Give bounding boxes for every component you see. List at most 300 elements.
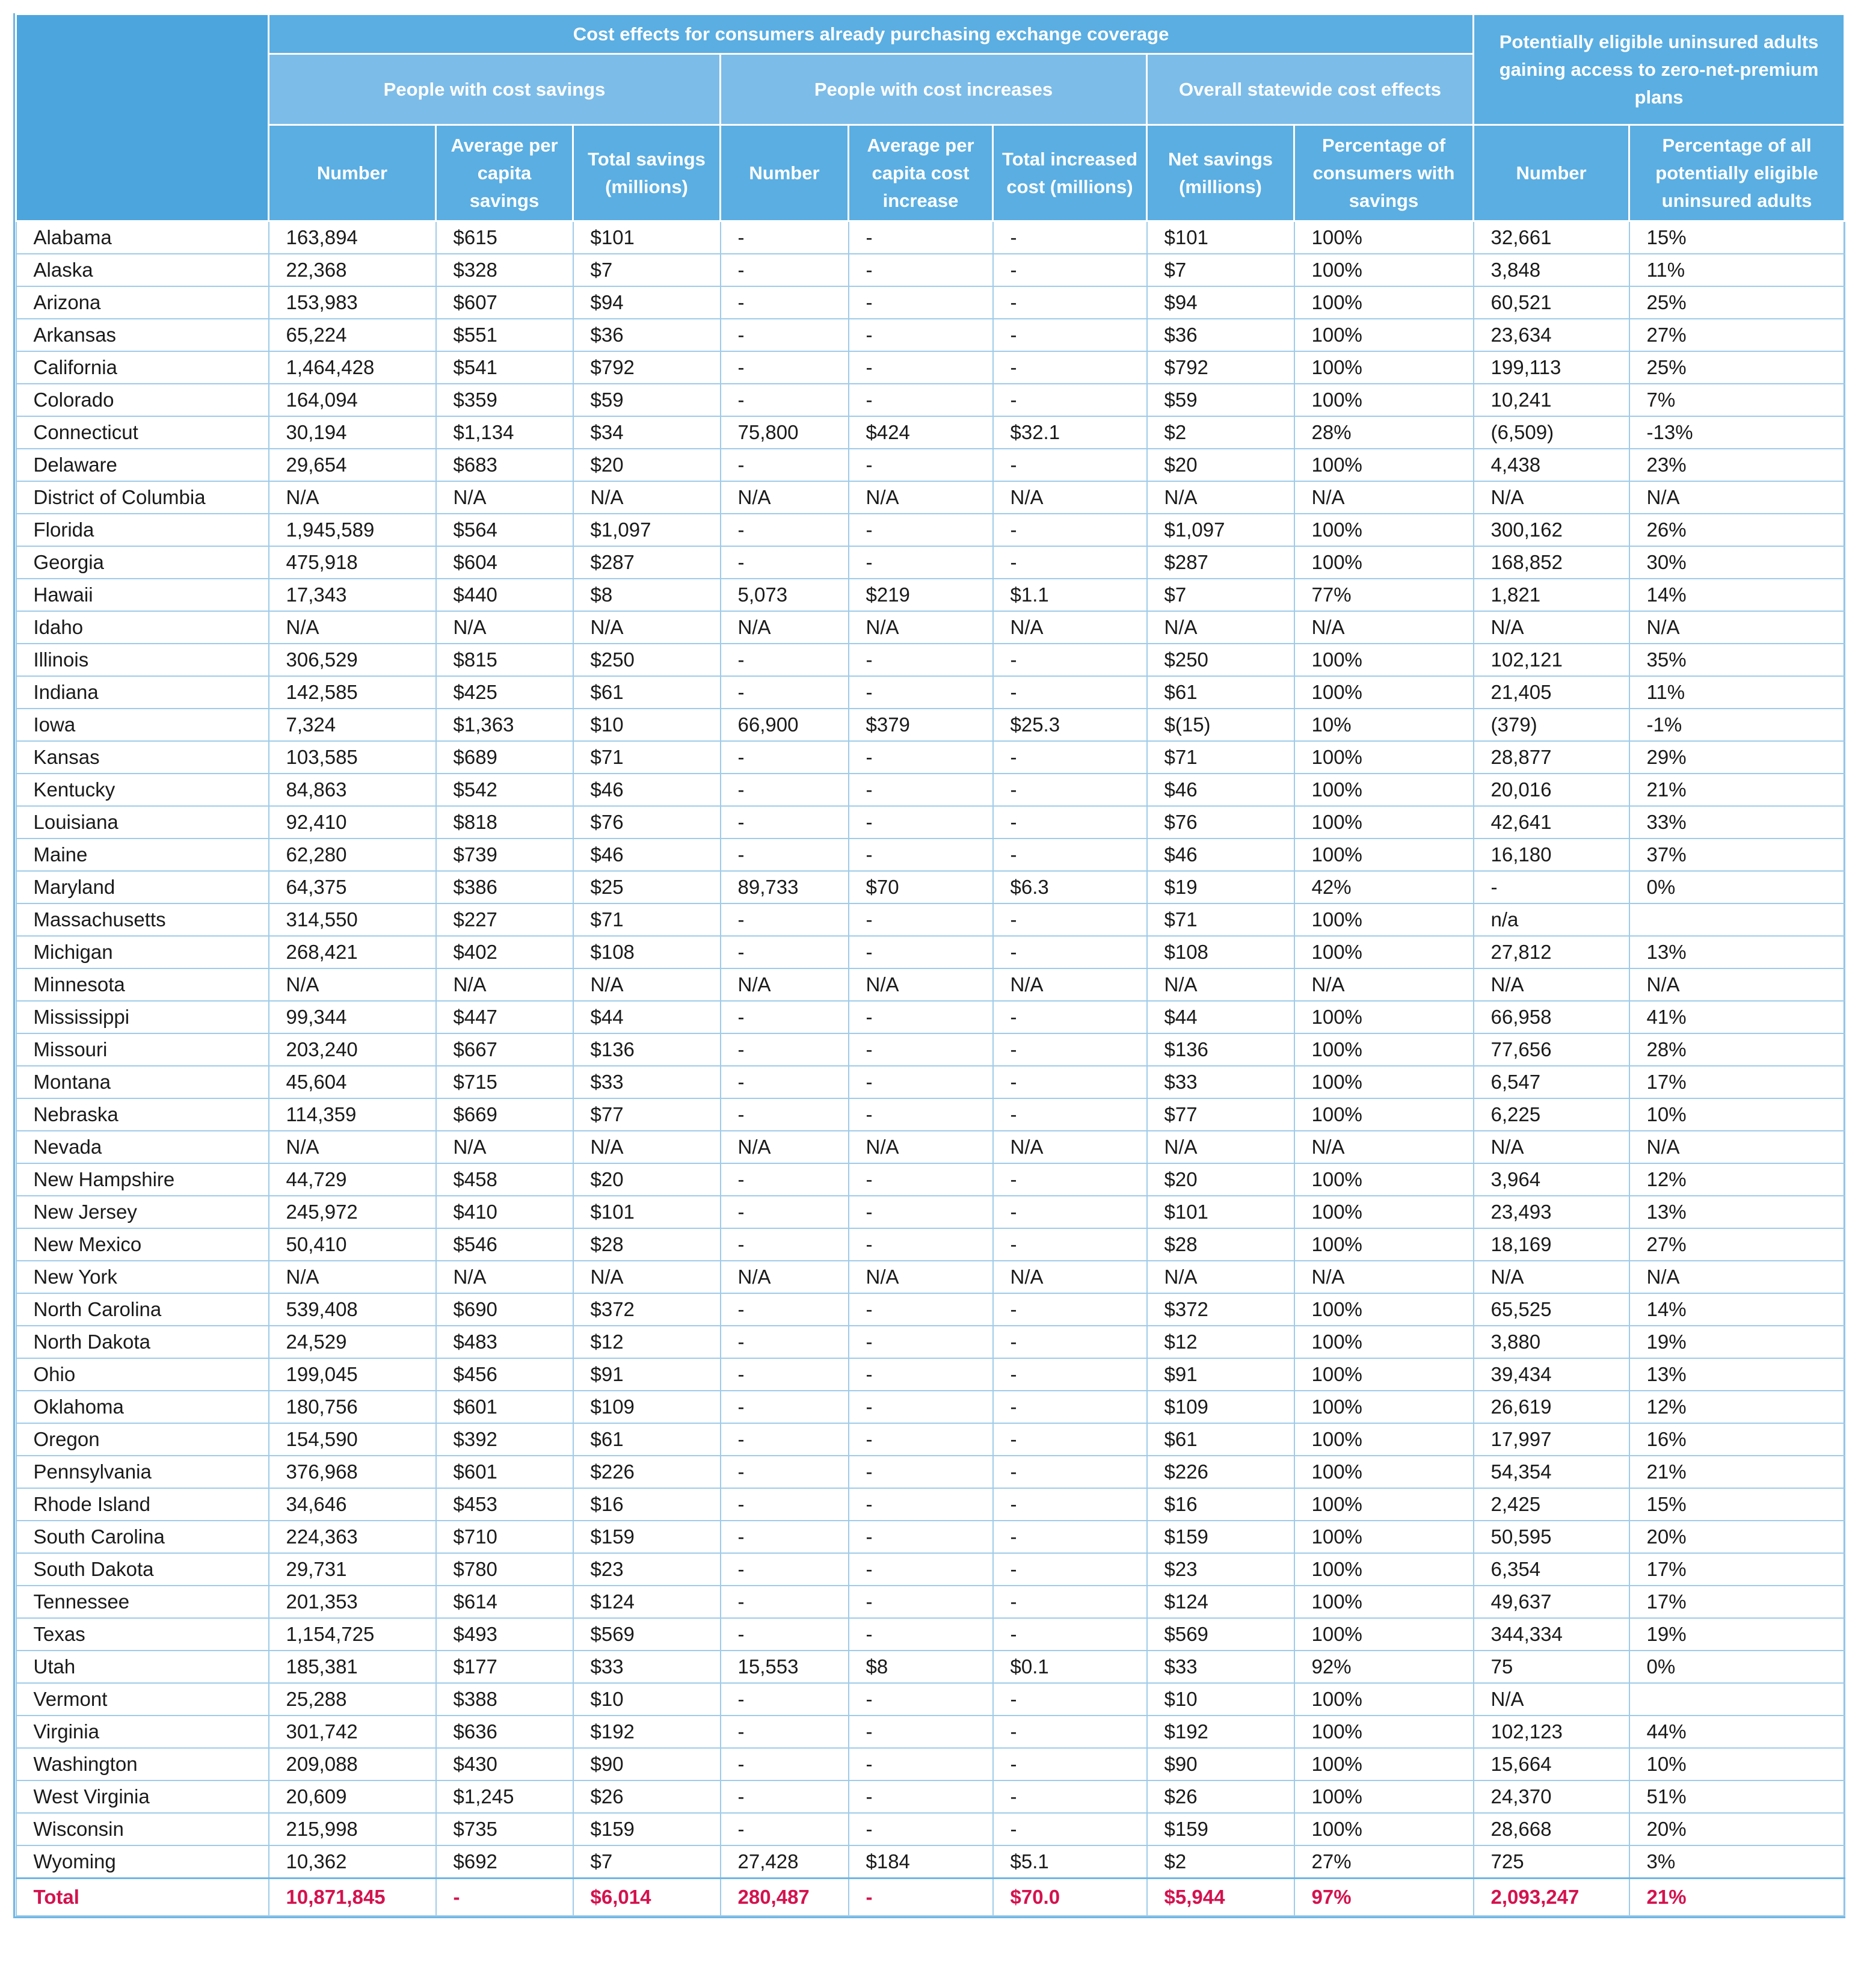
table-cell: N/A — [849, 1261, 993, 1293]
table-cell: - — [993, 1780, 1147, 1813]
table-cell: $26 — [573, 1780, 721, 1813]
table-cell: - — [993, 221, 1147, 254]
state-name-cell: Nevada — [16, 1131, 269, 1163]
table-cell: 42,641 — [1474, 806, 1629, 839]
table-cell: $192 — [1147, 1716, 1294, 1748]
table-cell: 100% — [1294, 1391, 1474, 1423]
table-cell: - — [849, 1553, 993, 1586]
group-header-uninsured: Potentially eligible uninsured adults gaining access to zero-net-premium plans — [1474, 14, 1845, 125]
table-cell: - — [849, 1391, 993, 1423]
table-cell: 50,595 — [1474, 1521, 1629, 1553]
table-cell: - — [721, 1553, 849, 1586]
column-header: Net savings (millions) — [1147, 125, 1294, 221]
table-cell: 163,894 — [269, 221, 436, 254]
table-cell: 17,997 — [1474, 1423, 1629, 1456]
table-row — [16, 839, 1845, 871]
state-name-cell: West Virginia — [16, 1780, 269, 1813]
table-cell: - — [993, 1716, 1147, 1748]
table-cell: 100% — [1294, 903, 1474, 936]
table-cell: 1,945,589 — [269, 514, 436, 546]
table-row — [16, 1066, 1845, 1098]
table-cell: 185,381 — [269, 1651, 436, 1683]
table-cell: $7 — [573, 254, 721, 286]
table-row — [16, 1391, 1845, 1423]
state-name-cell: Pennsylvania — [16, 1456, 269, 1488]
table-row — [16, 319, 1845, 351]
table-cell: $328 — [436, 254, 573, 286]
table-cell: - — [721, 384, 849, 416]
table-cell: - — [849, 1521, 993, 1553]
table-cell: 99,344 — [269, 1001, 436, 1033]
state-name-cell: Hawaii — [16, 579, 269, 611]
table-cell: 10% — [1294, 709, 1474, 741]
table-cell: 54,354 — [1474, 1456, 1629, 1488]
state-name-cell: Delaware — [16, 449, 269, 481]
table-cell: 100% — [1294, 1716, 1474, 1748]
state-name-cell: Kansas — [16, 741, 269, 774]
table-cell: - — [993, 644, 1147, 676]
table-cell: - — [721, 741, 849, 774]
state-name-cell: Virginia — [16, 1716, 269, 1748]
table-cell: 66,900 — [721, 709, 849, 741]
table-cell: 23,493 — [1474, 1196, 1629, 1228]
table-cell: 17% — [1629, 1066, 1845, 1098]
table-cell: - — [721, 351, 849, 384]
state-name-cell: South Carolina — [16, 1521, 269, 1553]
total-cell: 2,093,247 — [1474, 1879, 1629, 1916]
table-cell: 215,998 — [269, 1813, 436, 1845]
table-cell: 11% — [1629, 676, 1845, 709]
table-cell: $59 — [573, 384, 721, 416]
table-cell: - — [849, 1326, 993, 1358]
table-row — [16, 1683, 1845, 1716]
table-cell: - — [993, 1066, 1147, 1098]
table-cell: 100% — [1294, 1228, 1474, 1261]
table-cell: N/A — [573, 1261, 721, 1293]
table-cell: 6,354 — [1474, 1553, 1629, 1586]
table-row — [16, 1618, 1845, 1651]
table-cell: 13% — [1629, 1358, 1845, 1391]
table-row — [16, 968, 1845, 1001]
state-name-cell: Connecticut — [16, 416, 269, 449]
table-cell: N/A — [436, 1131, 573, 1163]
table-cell: 7% — [1629, 384, 1845, 416]
table-cell: $90 — [1147, 1748, 1294, 1780]
table-cell: 100% — [1294, 1586, 1474, 1618]
table-cell: 28% — [1294, 416, 1474, 449]
table-cell: $76 — [1147, 806, 1294, 839]
table-body — [16, 221, 1845, 1916]
table-cell: 23,634 — [1474, 319, 1629, 351]
table-row — [16, 416, 1845, 449]
table-cell: $456 — [436, 1358, 573, 1391]
table-cell: 0% — [1629, 1651, 1845, 1683]
table-row — [16, 1033, 1845, 1066]
total-cell: $70.0 — [993, 1879, 1147, 1916]
table-cell: 539,408 — [269, 1293, 436, 1326]
table-cell: - — [721, 1358, 849, 1391]
table-cell: $372 — [573, 1293, 721, 1326]
table-cell: 20,016 — [1474, 774, 1629, 806]
table-cell: 344,334 — [1474, 1618, 1629, 1651]
table-cell: 4,438 — [1474, 449, 1629, 481]
table-cell: $7 — [573, 1845, 721, 1879]
table-cell: 3,964 — [1474, 1163, 1629, 1196]
table-cell: $10 — [573, 709, 721, 741]
table-cell: - — [721, 319, 849, 351]
table-cell: - — [721, 1391, 849, 1423]
table-cell: $250 — [573, 644, 721, 676]
table-cell: - — [1474, 871, 1629, 903]
table-cell: $61 — [1147, 1423, 1294, 1456]
table-cell: $159 — [1147, 1813, 1294, 1845]
table-row — [16, 1196, 1845, 1228]
table-cell: 201,353 — [269, 1586, 436, 1618]
table-cell: $402 — [436, 936, 573, 968]
table-cell: $551 — [436, 319, 573, 351]
table-cell: 23% — [1629, 449, 1845, 481]
table-cell: N/A — [1294, 1261, 1474, 1293]
table-cell: - — [993, 1521, 1147, 1553]
table-cell: $447 — [436, 1001, 573, 1033]
table-cell: $25 — [573, 871, 721, 903]
table-cell: $33 — [573, 1066, 721, 1098]
table-cell: $46 — [1147, 774, 1294, 806]
table-cell: 28,877 — [1474, 741, 1629, 774]
table-cell: - — [849, 546, 993, 579]
table-row — [16, 579, 1845, 611]
table-cell: 100% — [1294, 676, 1474, 709]
table-cell: - — [993, 351, 1147, 384]
table-cell: $601 — [436, 1391, 573, 1423]
table-cell: (6,509) — [1474, 416, 1629, 449]
table-cell: $792 — [573, 351, 721, 384]
table-row — [16, 806, 1845, 839]
table-cell: N/A — [573, 968, 721, 1001]
table-row — [16, 903, 1845, 936]
subheader-increases: People with cost increases — [721, 54, 1147, 125]
table-cell: - — [849, 806, 993, 839]
table-cell: 77,656 — [1474, 1033, 1629, 1066]
table-cell: 27,428 — [721, 1845, 849, 1879]
table-cell: $1,097 — [573, 514, 721, 546]
table-cell: - — [849, 1618, 993, 1651]
table-row — [16, 1131, 1845, 1163]
table-cell: $71 — [573, 903, 721, 936]
table-cell: $359 — [436, 384, 573, 416]
table-cell: - — [993, 676, 1147, 709]
table-cell: N/A — [993, 481, 1147, 514]
table-cell: 27% — [1629, 1228, 1845, 1261]
table-cell: 34,646 — [269, 1488, 436, 1521]
table-cell: 20% — [1629, 1813, 1845, 1845]
table-cell: N/A — [1474, 968, 1629, 1001]
table-cell: 100% — [1294, 514, 1474, 546]
state-name-cell: Vermont — [16, 1683, 269, 1716]
table-cell: $44 — [573, 1001, 721, 1033]
table-row — [16, 449, 1845, 481]
table-cell: 21,405 — [1474, 676, 1629, 709]
table-cell: 22,368 — [269, 254, 436, 286]
table-row — [16, 254, 1845, 286]
table-cell: - — [849, 286, 993, 319]
state-name-cell: Wyoming — [16, 1845, 269, 1879]
table-row — [16, 1163, 1845, 1196]
total-cell: $5,944 — [1147, 1879, 1294, 1916]
table-cell: - — [849, 1488, 993, 1521]
table-cell: 100% — [1294, 936, 1474, 968]
table-cell: $410 — [436, 1196, 573, 1228]
table-cell: - — [721, 449, 849, 481]
table-cell: N/A — [1147, 968, 1294, 1001]
table-cell: 100% — [1294, 1293, 1474, 1326]
table-cell: $159 — [573, 1813, 721, 1845]
table-cell: $542 — [436, 774, 573, 806]
group-header-cost-effects: Cost effects for consumers already purchasing exchange coverage — [269, 14, 1474, 54]
table-cell: $33 — [1147, 1066, 1294, 1098]
table-cell: - — [721, 221, 849, 254]
table-cell: 17% — [1629, 1553, 1845, 1586]
state-name-cell: Oklahoma — [16, 1391, 269, 1423]
table-row — [16, 611, 1845, 644]
table-cell: $1,097 — [1147, 514, 1294, 546]
table-row — [16, 774, 1845, 806]
table-row — [16, 1780, 1845, 1813]
table-cell: $219 — [849, 579, 993, 611]
state-name-cell: Florida — [16, 514, 269, 546]
table-cell: N/A — [1629, 1261, 1845, 1293]
state-name-cell: Indiana — [16, 676, 269, 709]
table-cell: $710 — [436, 1521, 573, 1553]
table-cell: $159 — [573, 1521, 721, 1553]
table-cell: $493 — [436, 1618, 573, 1651]
table-cell: N/A — [1147, 481, 1294, 514]
table-cell: N/A — [993, 611, 1147, 644]
table-cell: $46 — [573, 839, 721, 871]
table-cell: 19% — [1629, 1618, 1845, 1651]
table-cell: 26% — [1629, 514, 1845, 546]
table-cell: $601 — [436, 1456, 573, 1488]
table-cell: $614 — [436, 1586, 573, 1618]
table-cell: $818 — [436, 806, 573, 839]
table-cell: $32.1 — [993, 416, 1147, 449]
table-cell: - — [993, 903, 1147, 936]
table-cell: 102,121 — [1474, 644, 1629, 676]
table-cell: 153,983 — [269, 286, 436, 319]
table-cell: 100% — [1294, 644, 1474, 676]
table-cell: 16,180 — [1474, 839, 1629, 871]
table-cell: N/A — [1629, 968, 1845, 1001]
table-cell: (379) — [1474, 709, 1629, 741]
table-cell: 100% — [1294, 1748, 1474, 1780]
table-row — [16, 1098, 1845, 1131]
table-cell: 100% — [1294, 806, 1474, 839]
table-cell: N/A — [993, 1131, 1147, 1163]
table-row — [16, 709, 1845, 741]
table-cell: 27,812 — [1474, 936, 1629, 968]
table-cell: 100% — [1294, 1456, 1474, 1488]
table-cell: N/A — [436, 611, 573, 644]
table-cell: $453 — [436, 1488, 573, 1521]
table-cell: $1,363 — [436, 709, 573, 741]
table-cell: 100% — [1294, 1098, 1474, 1131]
table-cell: $604 — [436, 546, 573, 579]
state-name-cell: Georgia — [16, 546, 269, 579]
table-cell: 100% — [1294, 1683, 1474, 1716]
table-cell: $8 — [849, 1651, 993, 1683]
table-cell: - — [993, 1196, 1147, 1228]
table-cell — [1629, 903, 1845, 936]
table-cell: - — [849, 676, 993, 709]
state-name-cell: Maryland — [16, 871, 269, 903]
table-cell: - — [721, 1748, 849, 1780]
table-cell: $615 — [436, 221, 573, 254]
table-cell: 65,525 — [1474, 1293, 1629, 1326]
table-cell: 13% — [1629, 1196, 1845, 1228]
state-name-cell: Illinois — [16, 644, 269, 676]
table-cell: 66,958 — [1474, 1001, 1629, 1033]
table-cell: $71 — [573, 741, 721, 774]
table-cell: - — [993, 774, 1147, 806]
table-cell: - — [993, 1228, 1147, 1261]
state-name-cell: Tennessee — [16, 1586, 269, 1618]
table-cell: $440 — [436, 579, 573, 611]
table-cell: $780 — [436, 1553, 573, 1586]
table-row — [16, 1521, 1845, 1553]
table-cell: 25% — [1629, 351, 1845, 384]
table-cell: 314,550 — [269, 903, 436, 936]
table-cell: - — [993, 254, 1147, 286]
table-cell: $108 — [573, 936, 721, 968]
table-cell: N/A — [1474, 611, 1629, 644]
column-header: Average per capita cost increase — [849, 125, 993, 221]
table-cell: - — [993, 1098, 1147, 1131]
table-cell: - — [849, 254, 993, 286]
table-cell: - — [849, 1716, 993, 1748]
table-cell: - — [993, 1813, 1147, 1845]
table-cell: - — [721, 286, 849, 319]
table-cell: N/A — [1474, 481, 1629, 514]
table-cell: 168,852 — [1474, 546, 1629, 579]
table-cell: 33% — [1629, 806, 1845, 839]
table-cell: - — [849, 1163, 993, 1196]
state-name-cell: Nebraska — [16, 1098, 269, 1131]
table-cell: 100% — [1294, 351, 1474, 384]
table-cell: $388 — [436, 1683, 573, 1716]
state-name-cell: California — [16, 351, 269, 384]
table-cell: - — [993, 319, 1147, 351]
table-cell: 100% — [1294, 1618, 1474, 1651]
table-cell: $109 — [573, 1391, 721, 1423]
table-cell: - — [721, 1456, 849, 1488]
table-cell: 102,123 — [1474, 1716, 1629, 1748]
table-row — [16, 1845, 1845, 1879]
table-cell: $569 — [1147, 1618, 1294, 1651]
table-cell: N/A — [269, 968, 436, 1001]
table-cell: 35% — [1629, 644, 1845, 676]
table-cell: - — [721, 1813, 849, 1845]
table-cell: - — [993, 1456, 1147, 1488]
table-cell: - — [849, 1066, 993, 1098]
table-cell: $8 — [573, 579, 721, 611]
table-cell: - — [993, 1586, 1147, 1618]
table-cell: N/A — [1474, 1683, 1629, 1716]
column-header: Number — [1474, 125, 1629, 221]
table-cell: $61 — [573, 1423, 721, 1456]
table-cell: $46 — [573, 774, 721, 806]
table-cell: N/A — [721, 968, 849, 1001]
table-cell: N/A — [849, 481, 993, 514]
table-cell: - — [993, 1553, 1147, 1586]
table-cell: N/A — [573, 611, 721, 644]
state-name-cell: Arizona — [16, 286, 269, 319]
table-row — [16, 1651, 1845, 1683]
table-cell: - — [721, 1293, 849, 1326]
table-cell: $2 — [1147, 1845, 1294, 1879]
table-cell: 100% — [1294, 546, 1474, 579]
table-cell: $227 — [436, 903, 573, 936]
total-cell: - — [436, 1879, 573, 1916]
table-cell: 29,731 — [269, 1553, 436, 1586]
table-cell: $689 — [436, 741, 573, 774]
table-cell: $1.1 — [993, 579, 1147, 611]
table-cell: - — [849, 1586, 993, 1618]
table-cell: 209,088 — [269, 1748, 436, 1780]
table-cell: N/A — [1294, 611, 1474, 644]
table-cell: - — [849, 384, 993, 416]
table-row — [16, 1228, 1845, 1261]
table-cell: $250 — [1147, 644, 1294, 676]
table-cell: 21% — [1629, 774, 1845, 806]
table-cell: - — [721, 1488, 849, 1521]
table-cell: - — [993, 1488, 1147, 1521]
table-cell: - — [849, 351, 993, 384]
table-cell: $61 — [573, 676, 721, 709]
table-cell: - — [993, 1293, 1147, 1326]
table-row — [16, 546, 1845, 579]
table-cell: $0.1 — [993, 1651, 1147, 1683]
table-cell: - — [721, 1586, 849, 1618]
table-cell: $91 — [1147, 1358, 1294, 1391]
table-cell: 100% — [1294, 319, 1474, 351]
table-row — [16, 1456, 1845, 1488]
table-cell: 100% — [1294, 1001, 1474, 1033]
table-cell: -13% — [1629, 416, 1845, 449]
table-cell: - — [721, 676, 849, 709]
state-name-cell: Washington — [16, 1748, 269, 1780]
state-name-cell: North Dakota — [16, 1326, 269, 1358]
table-cell: 100% — [1294, 1358, 1474, 1391]
table-cell: 14% — [1629, 1293, 1845, 1326]
state-name-cell: Michigan — [16, 936, 269, 968]
table-cell: 475,918 — [269, 546, 436, 579]
table-cell: $690 — [436, 1293, 573, 1326]
table-cell: 14% — [1629, 579, 1845, 611]
table-cell: - — [721, 1618, 849, 1651]
table-cell: 12% — [1629, 1391, 1845, 1423]
table-cell: $25.3 — [993, 709, 1147, 741]
table-cell: $33 — [1147, 1651, 1294, 1683]
total-cell: 280,487 — [721, 1879, 849, 1916]
table-cell: $34 — [573, 416, 721, 449]
table-cell: N/A — [1629, 1131, 1845, 1163]
table-cell: N/A — [849, 611, 993, 644]
table-cell: 7,324 — [269, 709, 436, 741]
table-cell: - — [993, 839, 1147, 871]
table-cell: - — [849, 1001, 993, 1033]
table-row — [16, 384, 1845, 416]
table-cell: - — [993, 806, 1147, 839]
